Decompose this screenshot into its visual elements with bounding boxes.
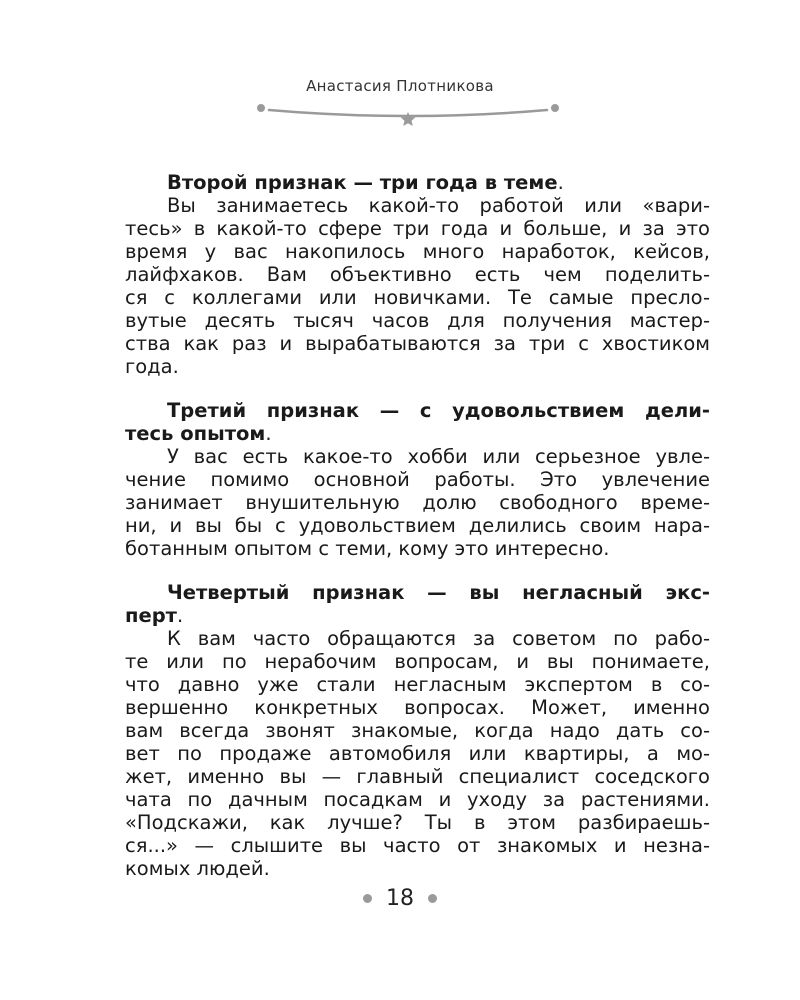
paragraph-line: У вас есть какое-то хобби или серьезное увле- xyxy=(167,445,710,468)
paragraph-line: «Подскажи, как лучше? Ты в этом разбираешь- xyxy=(125,811,710,834)
paragraph-line: чение помимо основной работы. Это увлечение xyxy=(125,468,710,491)
paragraph-line: К вам часто обращаются за советом по рабо- xyxy=(167,627,710,650)
paragraph-line: что давно уже стали негласным экспертом в со- xyxy=(125,673,710,696)
section-heading-continued: перт xyxy=(125,604,177,627)
section-third-sign xyxy=(125,399,710,560)
folio-right-dot-icon xyxy=(428,894,437,903)
section-heading: Третий признак — с удовольствием дели- xyxy=(167,399,710,422)
paragraph-line: чата по дачным посадкам и уходу за растениями. xyxy=(125,788,710,811)
paragraph-line: жет, именно вы — главный специалист соседского xyxy=(125,765,710,788)
paragraph-line: года. xyxy=(125,355,179,378)
section-heading: Четвертый признак — вы негласный экс- xyxy=(167,581,710,604)
paragraph-line: ся...» — слышите вы часто от знакомых и незна- xyxy=(125,834,710,857)
folio-left-dot-icon xyxy=(363,894,372,903)
star-icon xyxy=(401,112,416,126)
paragraph-line: ся с коллегами или новичками. Те самые преслo- xyxy=(125,286,710,309)
paragraph-line: вутые десять тысяч часов для получения мастер- xyxy=(125,309,710,332)
header-ornament xyxy=(255,100,561,130)
heading-period: . xyxy=(557,171,564,194)
page-body xyxy=(125,171,710,880)
paragraph-line: вет по продаже автомобиля или квартиры, а мо- xyxy=(125,742,710,765)
heading-period: . xyxy=(176,604,184,627)
section-heading-line xyxy=(125,422,710,445)
section-heading-line xyxy=(125,581,710,604)
section-second-sign xyxy=(125,171,710,378)
paragraph-line: вершенно конкретных вопросах. Может, именно xyxy=(125,696,710,719)
paragraph-line: ства как раз и вырабатываются за три с хвостиком xyxy=(125,332,710,355)
paragraph-line: ни, и вы бы с удовольствием делились своим нара- xyxy=(125,514,710,537)
section-heading-line xyxy=(125,604,710,627)
section-heading-line xyxy=(125,399,710,422)
paragraph-line: вам всегда звонят знакомые, когда надо дать со- xyxy=(125,719,710,742)
section-heading-continued: тесь опытом xyxy=(125,422,266,445)
section-heading: Второй признак — три года в теме xyxy=(167,171,558,194)
paragraph-line: комых людей. xyxy=(125,857,270,880)
page-number: 18 xyxy=(386,886,414,911)
section-fourth-sign xyxy=(125,581,710,880)
paragraph-line: занимает внушительную долю свободного време- xyxy=(125,491,710,514)
paragraph-line: тесь» в какой-то сфере три года и больше, и за это xyxy=(125,217,710,240)
page-footer xyxy=(0,886,800,911)
running-head-author: Анастасия Плотникова xyxy=(306,77,494,95)
paragraph-line: те или по нерабочим вопросам, и вы понимаете, xyxy=(125,650,710,673)
ornament-right-dot-icon xyxy=(551,104,559,112)
paragraph-line: время у вас накопилось много наработок, кейсов, xyxy=(125,240,710,263)
section-heading-line xyxy=(125,171,710,194)
paragraph-line: лайфхаков. Вам объективно есть чем поделить- xyxy=(125,263,710,286)
heading-period: . xyxy=(265,422,272,445)
paragraph-line: Вы занимаетесь какой-то работой или «вари- xyxy=(167,194,710,217)
ornament-left-dot-icon xyxy=(257,104,265,112)
paragraph-line: ботанным опытом с теми, кому это интересно. xyxy=(125,537,610,560)
